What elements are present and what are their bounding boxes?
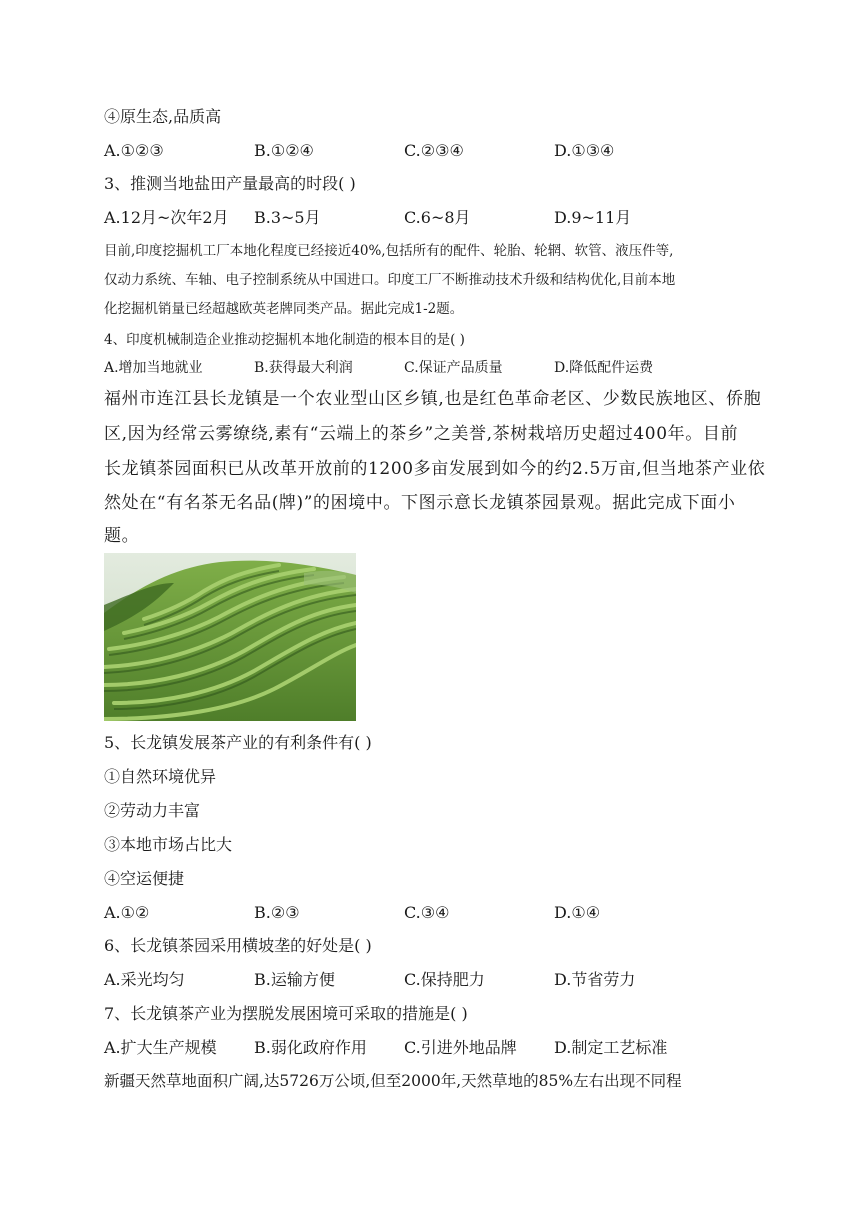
- option-a: A.12月~次年2月: [104, 208, 229, 227]
- option-c: C.引进外地品牌: [404, 1038, 517, 1057]
- answer-options-q4: [104, 358, 784, 380]
- passage-tea-line-4: 然处在“有名茶无名品(牌)”的困境中。下图示意长龙镇茶园景观。据此完成下面小: [104, 493, 736, 513]
- option-a: A.扩大生产规模: [104, 1038, 217, 1057]
- passage-xinjiang-line-1: 新疆天然草地面积广阔,达5726万公顷,但至2000年,天然草地的85%左右出现不同程: [104, 1072, 682, 1090]
- option-b: B.运输方便: [254, 970, 335, 989]
- passage-india-line-3: 化挖掘机销量已经超越欧英老牌同类产品。据此完成1-2题。: [104, 301, 464, 317]
- passage-tea-line-1: 福州市连江县长龙镇是一个农业型山区乡镇,也是红色革命老区、少数民族地区、侨胞: [104, 389, 762, 409]
- answer-options-q6: [104, 970, 784, 992]
- option-b: B.获得最大利润: [254, 360, 353, 376]
- option-c: C.③④: [404, 903, 450, 922]
- option-a: A.增加当地就业: [104, 360, 203, 376]
- option-c: C.保证产品质量: [404, 360, 503, 376]
- option-a: A.采光均匀: [104, 970, 185, 989]
- option-a: A.①②③: [104, 141, 164, 160]
- passage-tea-line-2: 区,因为经常云雾缭绕,素有“云端上的茶乡”之美誉,茶树栽培历史超过400年。目前: [104, 424, 739, 444]
- question-5: 5、长龙镇发展茶产业的有利条件有( ): [104, 733, 372, 752]
- option-d: D.降低配件运费: [554, 360, 654, 376]
- passage-tea-line-3: 长龙镇茶园面积已从改革开放前的1200多亩发展到如今的约2.5万亩,但当地茶产业依: [104, 459, 766, 479]
- passage-tea-line-5: 题。: [104, 526, 140, 546]
- answer-options-q5: [104, 903, 784, 925]
- option-c: C.6~8月: [404, 208, 471, 227]
- passage-india-line-2: 仅动力系统、车轴、电子控制系统从中国进口。印度工厂不断推动技术升级和结构优化,目前本地: [104, 272, 676, 288]
- option-d: D.节省劳力: [554, 970, 636, 989]
- option-d: D.9~11月: [554, 208, 632, 227]
- answer-options-q2: [104, 141, 784, 163]
- option-item-4: ④原生态,品质高: [104, 107, 222, 126]
- option-b: B.①②④: [254, 141, 314, 160]
- option-a: A.①②: [104, 903, 150, 922]
- question-7: 7、长龙镇茶产业为摆脱发展困境可采取的措施是( ): [104, 1004, 468, 1023]
- option-b: B.②③: [254, 903, 300, 922]
- option-c: C.保持肥力: [404, 970, 485, 989]
- option-b: B.弱化政府作用: [254, 1038, 367, 1057]
- question-6: 6、长龙镇茶园采用横坡垄的好处是( ): [104, 936, 372, 955]
- question-3: 3、推测当地盐田产量最高的时段( ): [104, 174, 356, 193]
- passage-india-line-1: 目前,印度挖掘机工厂本地化程度已经接近40%,包括所有的配件、轮胎、轮辋、软管、液压件等,: [104, 243, 674, 259]
- condition-1: ①自然环境优异: [104, 767, 217, 786]
- option-d: D.①③④: [554, 141, 615, 160]
- question-4: 4、印度机械制造企业推动挖掘机本地化制造的根本目的是( ): [104, 332, 465, 348]
- condition-3: ③本地市场占比大: [104, 835, 233, 854]
- option-c: C.②③④: [404, 141, 464, 160]
- option-d: D.①④: [554, 903, 601, 922]
- answer-options-q3: [104, 208, 784, 230]
- option-b: B.3~5月: [254, 208, 321, 227]
- condition-4: ④空运便捷: [104, 869, 185, 888]
- tea-terrace-photo: [104, 553, 356, 721]
- option-d: D.制定工艺标准: [554, 1038, 668, 1057]
- answer-options-q7: [104, 1038, 784, 1060]
- condition-2: ②劳动力丰富: [104, 801, 201, 820]
